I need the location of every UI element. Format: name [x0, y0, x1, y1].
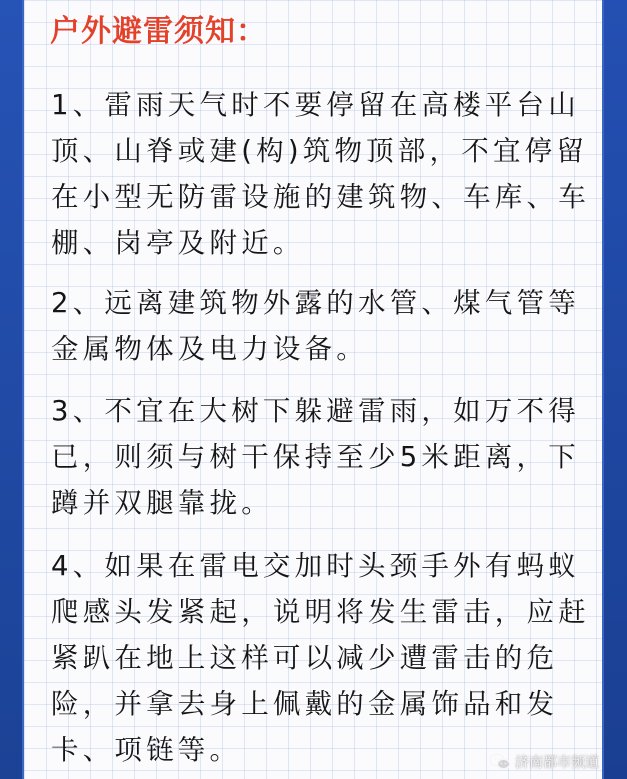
right-frame-bar — [604, 0, 627, 779]
tip-item-3: 3、不宜在大树下躲避雷雨，如万不得已，则须与树干保持至少5米距离，下蹲并双腿靠拢。 — [51, 395, 580, 519]
watermark-text: 济南都市频道 — [515, 754, 599, 770]
tip-item-1: 1、雷雨天气时不要停留在高楼平台山顶、山脊或建(构)筑物顶部，不宜停留在小型无防雷设施的建筑物、车库、车棚、岗亭及附近。 — [51, 89, 590, 259]
tip-item-2: 2、远离建筑物外露的水管、煤气管等金属物体及电力设备。 — [51, 287, 580, 365]
wechat-icon — [489, 753, 511, 771]
content-card — [22, 0, 604, 779]
tip-item-4: 4、如果在雷电交加时头颈手外有蚂蚁爬感头发紧起，说明将发生雷击，应赶紧趴在地上这样可以减少遭雷击的危险，并拿去身上佩戴的金属饰品和发卡、项链等。 — [51, 550, 590, 766]
source-watermark — [489, 753, 599, 771]
left-frame-bar — [0, 0, 22, 779]
page-title: 户外避雷须知： — [50, 14, 267, 49]
